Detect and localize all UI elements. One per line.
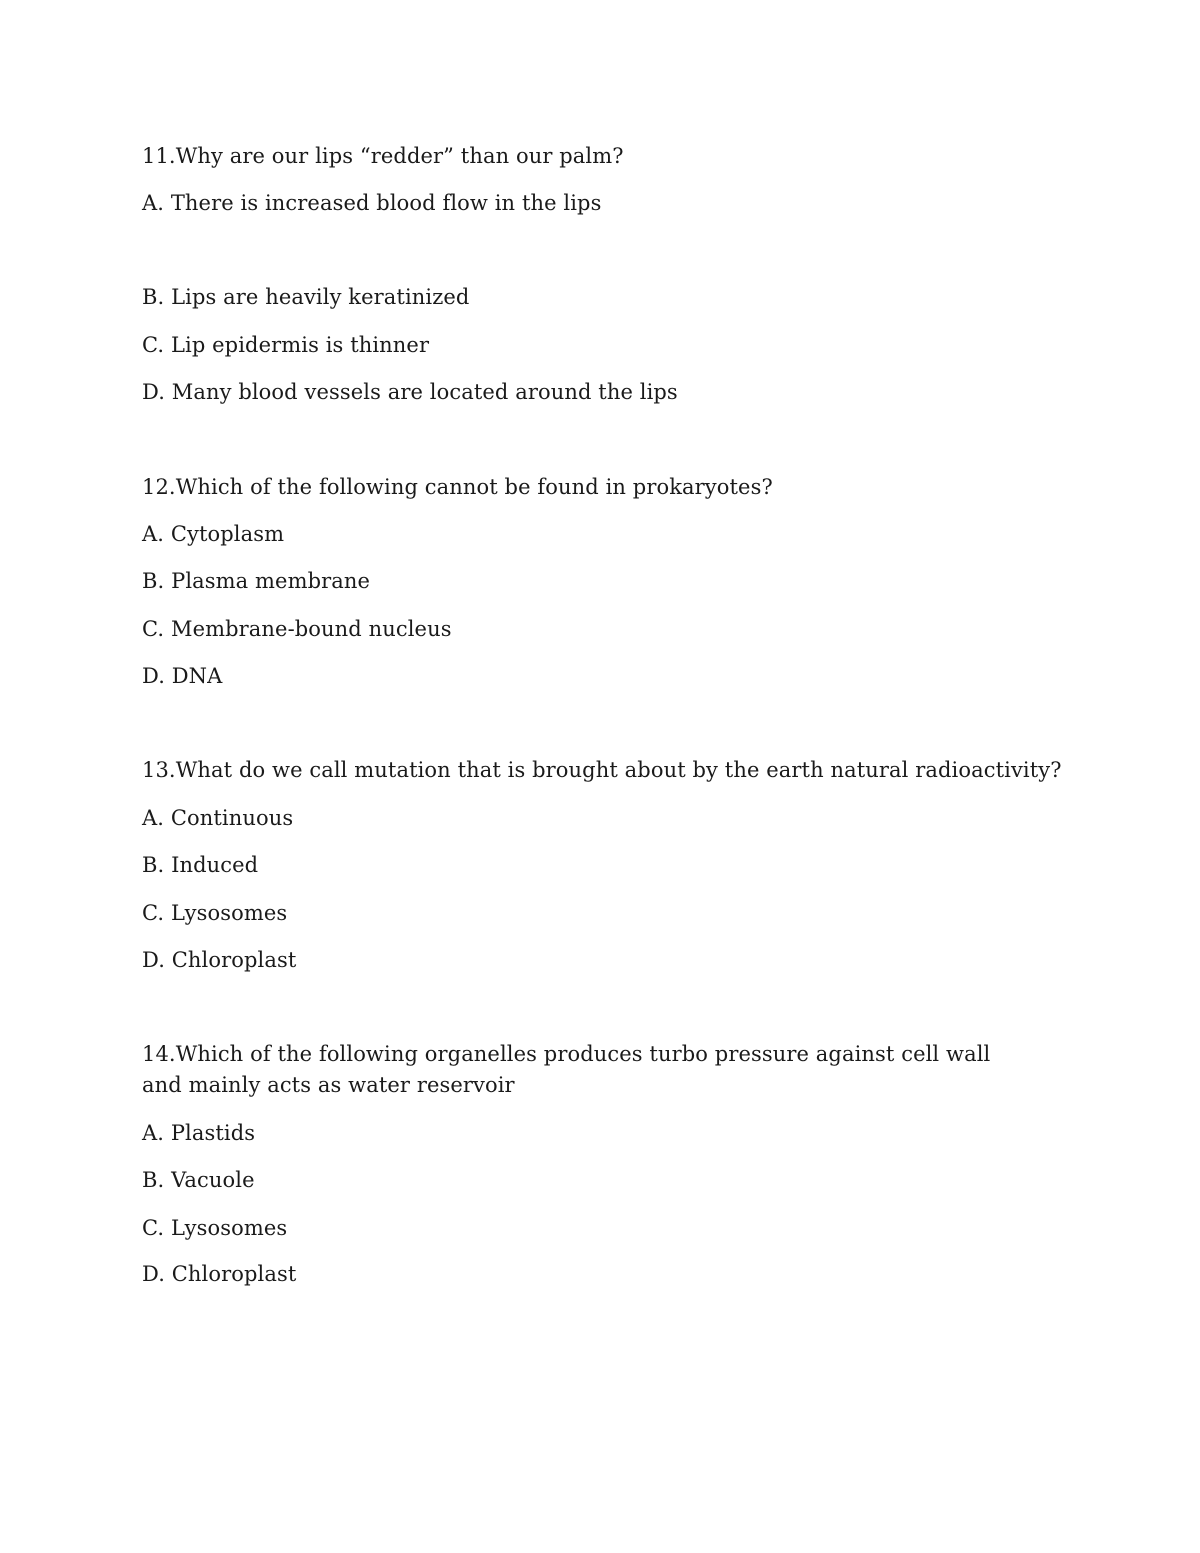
question-11-option-d: D. Many blood vessels are located around the lips: [142, 380, 678, 404]
question-14-option-a: A. Plastids: [142, 1121, 256, 1145]
question-14-option-c: C. Lysosomes: [142, 1216, 288, 1240]
question-11-option-c: C. Lip epidermis is thinner: [142, 333, 430, 357]
question-14-option-d: D. Chloroplast: [142, 1262, 297, 1286]
question-13-option-a: A. Continuous: [142, 806, 294, 830]
question-14-option-b: B. Vacuole: [142, 1168, 255, 1192]
question-11-option-b: B. Lips are heavily keratinized: [142, 285, 470, 309]
question-11-prompt: 11.Why are our lips “redder” than our palm?: [142, 144, 624, 168]
question-13-prompt: 13.What do we call mutation that is brought about by the earth natural radioactivity?: [142, 758, 1062, 782]
question-13-option-c: C. Lysosomes: [142, 901, 288, 925]
question-12-option-d: D. DNA: [142, 664, 223, 688]
question-12-option-b: B. Plasma membrane: [142, 569, 371, 593]
question-13-option-b: B. Induced: [142, 853, 259, 877]
question-11-option-a: A. There is increased blood flow in the lips: [142, 191, 602, 215]
question-13-option-d: D. Chloroplast: [142, 948, 297, 972]
question-12-prompt: 12.Which of the following cannot be found in prokaryotes?: [142, 475, 773, 499]
question-14-prompt: 14.Which of the following organelles produces turbo pressure against cell wall and mainly acts as water reservoir: [142, 1042, 991, 1097]
question-12-option-a: A. Cytoplasm: [142, 522, 285, 546]
question-12-option-c: C. Membrane-bound nucleus: [142, 617, 452, 641]
